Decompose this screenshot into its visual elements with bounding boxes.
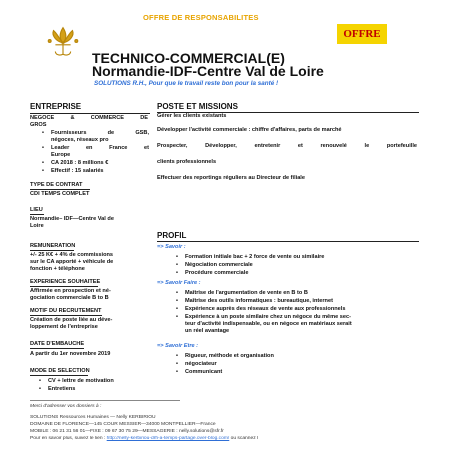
selection-divider <box>30 375 88 376</box>
list-item: • Maîtrise de l'argumentation de vente en B to B <box>176 290 308 296</box>
motif-value: Création de poste liée au déve- loppement de l'entreprise <box>30 317 113 331</box>
list-item: • Fournisseurs de GSB, négoces, réseaux pro <box>42 130 149 144</box>
savoir-label: => Savoir : <box>157 244 186 250</box>
list-item: • CV + lettre de motivation <box>39 378 114 384</box>
poste-line: Développer l'activité commerciale : chiffre d'affaires, parts de marché <box>157 127 342 133</box>
remuneration-heading: REMUNERATION <box>30 243 76 249</box>
experience-value: Affirmée en prospection et né- gociation commerciale B to B <box>30 288 111 302</box>
selection-heading: MODE DE SELECTION <box>30 368 90 374</box>
remuneration-value: +/- 25 K€ + 4% de commissions sur le CA apporté + véhicule de fonction + téléphone <box>30 252 114 273</box>
fleur-de-lis-ornament-icon <box>44 22 82 60</box>
poste-line: Gérer les clients existants <box>157 113 227 119</box>
list-item: • Expérience auprès des réseaux de vente aux professionnels <box>176 306 346 312</box>
profil-heading: PROFIL <box>157 231 187 240</box>
list-item: • Leader en France et Europe <box>42 145 149 159</box>
footer-address: DOMAINE DE FLORENCE—145 COUR MESSIER—34000 MONTPELLIER—France <box>30 422 216 427</box>
poste-line: Prospecter, Développer, entretenir et renouvelé le portefeuille <box>157 143 417 149</box>
list-item: • Procédure commerciale <box>176 270 249 276</box>
poste-line: Effectuer des reportings réguliers au Directeur de filiale <box>157 175 305 181</box>
motif-divider <box>30 315 102 316</box>
footer-intro: Merci d'adresser vos dossiers à : <box>30 404 102 409</box>
list-item: • Communicant <box>176 369 223 375</box>
list-item: • Négociation commerciale <box>176 262 253 268</box>
savoir-etre-label: => Savoir Etre : <box>157 343 199 349</box>
embauche-value: A partir du 1er novembre 2019 <box>30 351 111 357</box>
embauche-divider <box>30 348 84 349</box>
poste-heading: POSTE ET MISSIONS <box>157 102 238 111</box>
list-item: • négociateur <box>176 361 217 367</box>
offre-badge: OFFRE <box>337 24 387 44</box>
experience-heading: EXPERIENCE SOUHAITEE <box>30 279 101 285</box>
entreprise-divider <box>30 113 150 114</box>
motif-heading: MOTIF DU RECRUTEMENT <box>30 308 102 314</box>
entreprise-heading: ENTREPRISE <box>30 102 82 111</box>
entreprise-intro: NEGOCE & COMMERCE DE GROS <box>30 115 148 129</box>
tagline: SOLUTIONS R.H., Pour que le travail reste bon pour la santé ! <box>94 80 279 87</box>
list-item: • Effectif : 15 salariés <box>42 168 104 174</box>
footer-company: SOLUTIONS Ressources Humaines — Nelly KERBIRIOU <box>30 415 156 420</box>
experience-divider <box>30 286 98 287</box>
job-region: Normandie-IDF-Centre Val de Loire <box>92 63 324 79</box>
list-item: • Rigueur, méthode et organisation <box>176 353 274 359</box>
footer-link-line: Pour en savoir plus, suivez le lien : http://nelly-kerbiriou-drh-a-temps-partage.over-blog.com/ ou scannez l <box>30 436 259 441</box>
profil-divider <box>157 241 419 242</box>
footer-divider <box>30 400 180 401</box>
savoir-faire-label: => Savoir Faire : <box>157 280 201 286</box>
remuneration-divider <box>30 250 74 251</box>
embauche-heading: DATE D'EMBAUCHE <box>30 341 85 347</box>
lieu-divider <box>30 214 44 215</box>
contrat-divider <box>30 189 90 190</box>
blog-link[interactable]: http://nelly-kerbiriou-drh-a-temps-partage.over-blog.com/ <box>106 436 230 441</box>
list-item: • Entretiens <box>39 386 76 392</box>
contrat-value: CDI TEMPS COMPLET <box>30 191 90 197</box>
footer-contact: MOBILE : 06 21 31 56 01—FIXE : 09 67 30 75 29—MESSAGERIE : nelly.solutions@sfr.fr <box>30 429 224 434</box>
poste-line: clients professionnels <box>157 159 217 165</box>
lieu-value: Normandie– IDF—Centre Val de Loire <box>30 216 114 230</box>
lieu-heading: LIEU <box>30 207 43 213</box>
list-item: • Maîtrise des outils informatiques : bureautique, internet <box>176 298 333 304</box>
list-item: • Formation initiale bac + 2 force de vente ou similaire <box>176 254 325 260</box>
list-item: • CA 2018 : 8 millions € <box>42 160 109 166</box>
contrat-heading: TYPE DE CONTRAT <box>30 182 83 188</box>
job-title: TECHNICO-COMMERCIAL(E) <box>92 50 285 66</box>
banner-heading: OFFRE DE RESPONSABILITES <box>143 13 259 22</box>
list-item: • Expérience à un poste similaire chez un négoce du même sec- teur d'activité indispensable, ou en négoce en matériaux serait un réel avantage <box>176 314 352 335</box>
